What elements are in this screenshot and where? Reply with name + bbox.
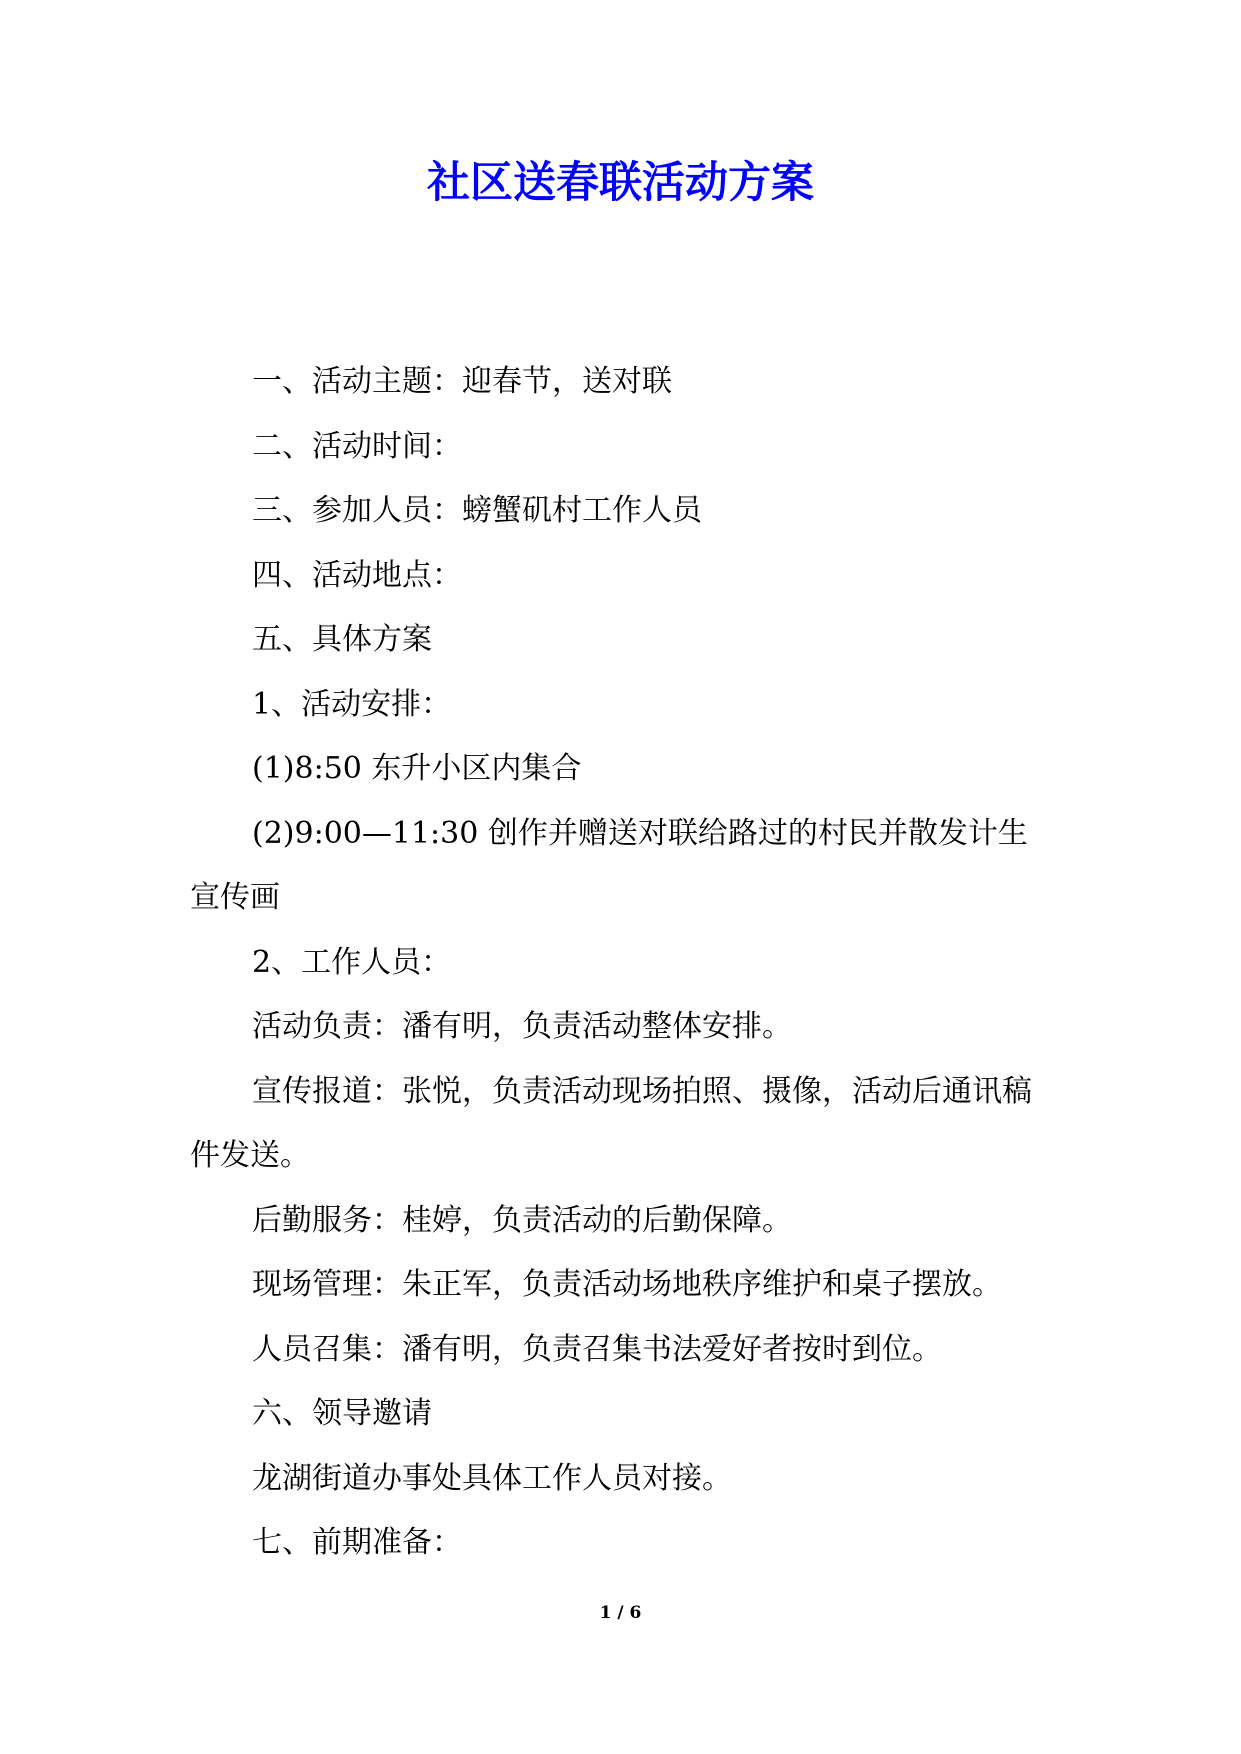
staff-item: 人员召集：潘有明，负责召集书法爱好者按时到位。 (252, 1331, 942, 1367)
section-location: 四、活动地点： (252, 557, 462, 593)
section-participants: 三、参加人员：螃蟹矶村工作人员 (252, 493, 702, 528)
page-number: 1 / 6 (599, 1603, 642, 1623)
staff-item: 宣传报道：张悦，负责活动现场拍照、摄像，活动后通讯稿件发送。 (190, 1073, 1032, 1173)
document-body (190, 350, 1050, 1576)
section-preparation: 七、前期准备： (252, 1525, 462, 1560)
subsection-staff: 2、工作人员： (252, 944, 452, 980)
page-title: 社区送春联活动方案 (427, 158, 814, 208)
staff-item: 活动负责：潘有明，负责活动整体安排。 (252, 1009, 792, 1044)
leadership-text: 龙湖街道办事处具体工作人员对接。 (252, 1460, 732, 1496)
subsection-arrangement: 1、活动安排： (252, 686, 452, 722)
section-leadership: 六、领导邀请 (252, 1396, 432, 1431)
staff-item: 后勤服务：桂婷，负责活动的后勤保障。 (252, 1202, 792, 1238)
schedule-item: (1)8:50 东升小区内集合 (252, 751, 582, 786)
section-theme: 一、活动主题：迎春节，送对联 (252, 364, 672, 399)
section-time: 二、活动时间： (252, 428, 462, 464)
schedule-item: (2)9:00—11:30 创作并赠送对联给路过的村民并散发计生宣传画 (190, 815, 1028, 915)
section-plan: 五、具体方案 (252, 622, 432, 657)
staff-item: 现场管理：朱正军，负责活动场地秩序维护和桌子摆放。 (252, 1267, 1002, 1302)
